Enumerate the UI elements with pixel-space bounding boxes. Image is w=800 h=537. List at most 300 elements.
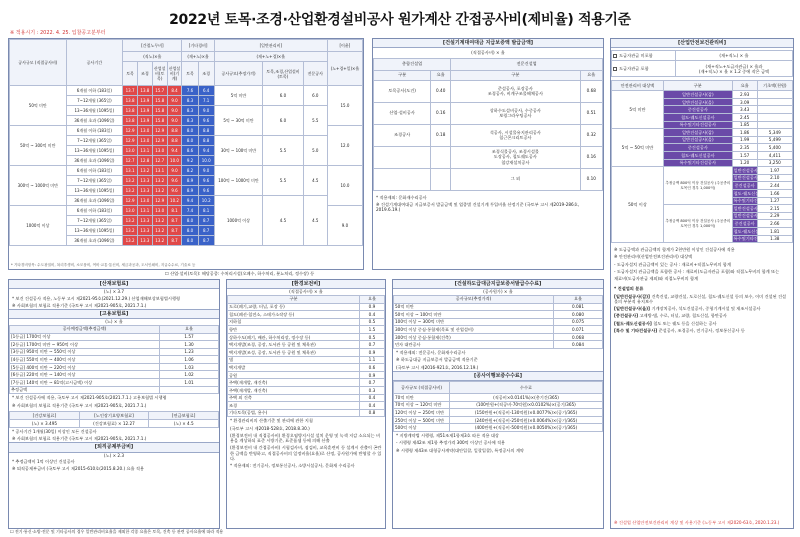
class-item-text: 준설공사, 조경공사, 전기공사, 정보통신공사 등 — [658, 327, 745, 333]
subcontract-hdr-0: 공사규모(추정가격) — [394, 295, 554, 303]
machinery-row — [374, 102, 603, 124]
safety-kind: 일반건설공사(을) — [664, 136, 733, 144]
class-item — [611, 293, 793, 306]
class-item-text: 기계장치공사, 석도건설공사, 중형기계시설 및 제조시설공사 — [651, 306, 761, 312]
environment-row-label: 조경 — [228, 402, 360, 410]
rate-value: 13.3 — [137, 186, 152, 196]
safety-rate: 1.85 — [732, 121, 757, 129]
subcontract-row-value: 0.068 — [554, 333, 603, 341]
accident-title: [산재보험료] — [9, 280, 219, 289]
period-cell: 36개월 초과 (1096일) — [66, 236, 123, 246]
safety-hdr-2: 요율 — [732, 81, 757, 91]
machinery-hdr-2: 구분 — [451, 70, 580, 80]
environment-note: * 환경관리비의 산출기준 및 관리에 관한 지침 — [230, 418, 313, 424]
environment-note5: * 적용제외: 전기공사, 정보통신공사, 소방시설공사, 문화재 수리공사 — [230, 463, 355, 469]
bond-note: * 지방계약법 시행령, 제51조제1항제3호 따른 적용 대상 — [396, 433, 499, 439]
class-item-text: 고제방·댐, 수로, 터널, 교량, 철도신설, 항만공사 — [639, 313, 727, 319]
rate-value: 12.9 — [152, 126, 167, 136]
class-footer: ※ 건설업 산업안전보건관리비 계상 및 사용기준 (노동부 고시 제2020-63호, 2020.1.23.) — [614, 519, 780, 525]
bond-row-label: 500억 이상 — [394, 424, 450, 432]
rate-value: 8.3 — [182, 106, 198, 116]
class-item — [611, 320, 793, 327]
class-item-head: [일반건설공사(갑)] — [614, 293, 652, 299]
period-cell: 13~36개월 (1095일) — [66, 146, 123, 156]
environment-table — [227, 295, 385, 418]
safety-kind: 중건설공사 — [664, 106, 733, 114]
environment-row-label: 택지개발 — [228, 364, 360, 372]
gm-col-2: 전문공사 — [303, 62, 327, 86]
bond-note3: ※ 시행령 제43조 대형공사계약(대안입찰, 일괄입찰), 특정공사의 계약 — [396, 447, 524, 453]
safety-subscale: 추정금액 800억 이상 건설공사 (주공종의 토목인 경우 1,000억) — [664, 167, 733, 205]
scale-cell: 1000억 이상 — [10, 206, 67, 246]
employment-row-label: [5등급] 400억 미만 ~ 220억 이상 — [10, 363, 160, 371]
machinery-row — [374, 168, 603, 190]
period-cell: 7~12개월 (365일) — [66, 176, 123, 186]
health-table — [9, 411, 219, 428]
class-item-head: [특수 및 기타건설공사] — [614, 327, 659, 333]
employment-row-value: 1.23 — [160, 348, 219, 356]
subcontract-row-value: 0.084 — [554, 341, 603, 349]
scale-cell: 50억 ~ 300억 미만 — [10, 126, 67, 166]
environment-row-value: 0.9 — [360, 349, 385, 357]
machinery-note-0: * 적용제외: 문화재수리공사 — [376, 194, 427, 200]
safety-base — [757, 114, 792, 122]
environment-row — [228, 311, 385, 319]
period-cell: 7~12개월 (365일) — [66, 216, 123, 226]
safety-kind: 특수및기타건설공사 — [664, 159, 733, 167]
safety-base — [757, 121, 792, 129]
rate-value: 8.2 — [182, 166, 198, 176]
health-title: [건강보험료] — [10, 411, 80, 419]
safety-kind: 일반건설공사(갑) — [664, 91, 733, 99]
safety-note: 재료비(도급자관급 제외)와 직접노무비의 합계 — [614, 276, 699, 282]
subcontract-title: [건설하도급대금지급보증서발급수수료] — [393, 280, 603, 289]
period-cell: 6개월 이하 (183일) — [66, 126, 123, 136]
gm-rate-a: 4.5 — [263, 196, 303, 246]
rate-value: 13.9 — [137, 96, 152, 106]
health-formula: (노) × 3.495 — [10, 419, 80, 427]
safety-rate: 1.86 — [732, 129, 757, 137]
safety-rate: 1.99 — [732, 136, 757, 144]
environment-row-value: 0.4 — [360, 311, 385, 319]
environment-row-label: 기타토목(공법, 용수) — [228, 409, 360, 417]
bond-note2: - 시행령 제42조 제1항 추정가격 300억 이상인 공사에 적용 — [396, 440, 506, 446]
rate-value: 13.0 — [137, 196, 152, 206]
retire-formula: (노) × 2.3 — [103, 452, 125, 458]
class-item-head: [철도·궤도신설공사] — [614, 320, 654, 326]
machinery-br: 0.51 — [580, 102, 602, 124]
class-item — [611, 312, 793, 319]
environment-panel — [226, 279, 386, 529]
machinery-ar: 0.40 — [431, 80, 451, 102]
machinery-br: 0.68 — [580, 80, 602, 102]
environment-title: [환경보전비] — [227, 280, 385, 289]
other-sub: (재+노)×율 — [182, 52, 214, 62]
rate-value: 12.8 — [137, 156, 152, 166]
subcontract-note2: ※ 하도급대금 지급보증서 발급금액 적용기준 — [396, 357, 478, 363]
safety-base: 5,499 — [757, 136, 792, 144]
rate-value: 8.3 — [182, 116, 198, 126]
safety-base: 5,349 — [757, 129, 792, 137]
insurance-panel — [8, 279, 220, 529]
machinery-b: 준설공사, 포장공사 조경공사, 비계구조물해체공사 — [451, 80, 580, 102]
environment-row-label: 항만 — [228, 326, 360, 334]
safety-kind: 일반건설공사(을) — [733, 175, 766, 181]
employment-row — [10, 341, 219, 349]
accident-note2: ※ 사회보험의 보험료 적용기준 (국토부 고시 제2021-905호, 2021.7.1.) — [12, 302, 147, 308]
safety-kind: 일반건설공사(갑) — [733, 167, 766, 173]
bond-row — [394, 416, 603, 424]
gm-rate-b: 6.0 — [303, 86, 327, 106]
rate-value: 13.3 — [137, 226, 152, 236]
rate-value: 8.8 — [167, 126, 182, 136]
gm-sub: (재+노+경)×율 — [214, 52, 327, 62]
safety-hdr-1: 구분 — [664, 81, 733, 91]
gm-rate-b: 4.5 — [303, 196, 327, 246]
safety-base: 4,411 — [757, 152, 792, 160]
machinery-a: 조경공사 — [374, 124, 431, 146]
rate-value: 13.2 — [123, 226, 138, 236]
machinery-row — [374, 146, 603, 168]
environment-row — [228, 318, 385, 326]
accident-note: * 보건 건설공사 적용, 노동부 고시 제2021-95호(2021.12.29.) 산업재해보상보험법시행령 — [12, 295, 181, 301]
safety-base — [757, 91, 792, 99]
rate-value: 13.2 — [123, 186, 138, 196]
machinery-br: 0.16 — [580, 146, 602, 168]
employment-row-label: [7등급] 140억 미만 ~ 81억(고시금액) 이상 — [10, 379, 160, 387]
rate-value: 8.1 — [198, 206, 214, 216]
rate-value: 8.7 — [198, 216, 214, 226]
rate-value: 13.3 — [137, 216, 152, 226]
safety-rate-table — [611, 80, 793, 243]
rate-value: 13.8 — [123, 96, 138, 106]
safety-row — [612, 91, 793, 99]
employment-note2: ※ 사회보험의 보험료 적용기준 (국토부 고시 제2021-905호, 2021.7.1.) — [12, 402, 147, 408]
gm-scale: 30억 ~ 100억 미만 — [214, 136, 262, 166]
employment-row — [10, 371, 219, 379]
rate-value: 13.1 — [137, 146, 152, 156]
employment-row-label: [1등급] 1700억 이상 — [10, 333, 160, 341]
safety-rate: 2.29 — [757, 212, 792, 220]
rate-value: 9.4 — [167, 146, 182, 156]
rate-value: 9.6 — [167, 176, 182, 186]
bond-row — [394, 401, 603, 409]
pension-formula: (노) × 4.5 — [149, 419, 219, 427]
safety-rate: 2.44 — [757, 182, 792, 190]
environment-row-value: 0.9 — [360, 371, 385, 379]
environment-row — [228, 333, 385, 341]
accident-formula: (노) × 3.7 — [103, 289, 125, 295]
retire-title: [퇴직공제부금비] — [9, 442, 219, 452]
environment-note4: (환경보전비 내 간접공사비) 시험검사비, 점검비, 교육훈련비 등 설계시 산출이 곤란한 금액을 반영하고, 직접공사비의 일정비율(요율)로 산정, 공사원가에 반영할 수 있다. — [230, 445, 382, 461]
environment-row — [228, 394, 385, 402]
environment-row-value: 1.1 — [360, 356, 385, 364]
rate-value: 13.2 — [123, 236, 138, 246]
col-gm-header: [일반관리비] — [214, 40, 327, 52]
environment-row — [228, 387, 385, 395]
environment-hdr-1: 요율 — [360, 295, 385, 303]
employment-row-value: 1.57 — [160, 333, 219, 341]
rate-value: 13.9 — [137, 106, 152, 116]
safety-rate: 3.43 — [732, 106, 757, 114]
safety-kind: 철도·궤도신설공사 — [664, 114, 733, 122]
safety-rate: 1.97 — [757, 167, 792, 175]
rate-value: 13.1 — [152, 166, 167, 176]
machinery-panel — [372, 38, 604, 270]
bond-row-value: (400만원+(직공비-500억원)×0.0050%)×(공기/365) — [450, 424, 603, 432]
rate-value: 13.1 — [123, 166, 138, 176]
gm-col-0: 공사규모(추정가격) — [214, 62, 262, 86]
safety-opt2: 도급자관급 포함 — [612, 61, 676, 77]
rate-value: 8.7 — [198, 236, 214, 246]
period-cell: 13~36개월 (1095일) — [66, 226, 123, 236]
rate-value: 9.0 — [167, 116, 182, 126]
safety-rate: 1.38 — [757, 235, 792, 243]
safety-kind: 중건설공사 — [732, 182, 757, 190]
bond-row — [394, 424, 603, 432]
profit-value: 12.0 — [327, 126, 362, 166]
rate-value: 13.0 — [123, 206, 138, 216]
rate-value: 10.2 — [198, 196, 214, 206]
gm-rate-a: 6.0 — [263, 86, 303, 106]
environment-row-value: 0.7 — [360, 379, 385, 387]
safety-kind: 특수및기타건설공사 — [664, 121, 733, 129]
rate-value: 8.8 — [198, 136, 214, 146]
bond-row-value: (직공비×0.0141%)×(총기간/365) — [450, 394, 603, 402]
class-item-text: 철도 또는 궤도 등을 신설하는 공사 — [653, 320, 717, 326]
safety-row — [612, 129, 793, 137]
safety-rate: 2.93 — [732, 91, 757, 99]
environment-row-label: 주택 외 건축 — [228, 394, 360, 402]
safety-row — [612, 167, 793, 175]
rate-value: 13.2 — [152, 186, 167, 196]
rate-value: 9.4 — [182, 196, 198, 206]
environment-hdr-0: 구분 — [228, 295, 360, 303]
rate-value: 9.2 — [182, 156, 198, 166]
machinery-hdr-1: 요율 — [431, 70, 451, 80]
safety-rate: 2.15 — [757, 205, 792, 213]
page-title: 2022년 토목·조경·산업환경설비공사 원가계산 간접공사비(제비율) 적용기준 — [169, 12, 631, 28]
rate-value: 12.9 — [152, 196, 167, 206]
rate-value: 8.1 — [167, 206, 182, 216]
class-item — [611, 305, 793, 312]
rate-value: 13.2 — [152, 216, 167, 226]
machinery-a: 산업·설비공사 — [374, 102, 431, 124]
opt1-checkbox-icon — [613, 54, 617, 58]
retire-note2: ※ 퇴직공제부금비 (국토부 고시 제2015-610호(2015.8.20.) 요율 적용 — [12, 466, 145, 471]
machinery-b: 그 외 — [451, 168, 580, 190]
environment-row-value: 0.6 — [360, 364, 385, 372]
machinery-b: 석공사, 시설물유지관리공사 철근콘크리트공사 — [451, 124, 580, 146]
rate-value: 8.7 — [198, 226, 214, 236]
safety-base — [757, 98, 792, 106]
environment-row — [228, 356, 385, 364]
rate-value: 7.1 — [198, 96, 214, 106]
safety-kind: 철도·궤도신설공사 — [733, 228, 768, 234]
employment-row-value: 1.06 — [160, 356, 219, 364]
environment-row-label: 주택(재개발, 재건축) — [228, 379, 360, 387]
bond-row-value: (150만원+(직공비-130억원)×0.0077%)×(공기/365) — [450, 409, 603, 417]
rate-value: 8.6 — [182, 146, 198, 156]
safety-note: ※ 도급금액과 관급금액의 합계가 2천만원 이상인 건설공사에 적용 — [614, 247, 735, 253]
safety-kind: 철도·궤도신설공사 — [733, 190, 768, 196]
subcontract-row — [394, 303, 603, 311]
employment-row-label: [4등급] 550억 미만 ~ 400억 이상 — [10, 356, 160, 364]
period-cell: 7~12개월 (365일) — [66, 96, 123, 106]
subcontract-row-value: 0.081 — [554, 303, 603, 311]
safety-kind: 특수및기타건설공사 — [733, 236, 771, 242]
rate-value: 12.9 — [152, 136, 167, 146]
col-period-header: 공사기간 — [66, 40, 123, 86]
bond-row-value: (240만원+(직공비-250억원)×0.0064%)×(공기/365) — [450, 416, 603, 424]
period-cell: 13~36개월 (1095일) — [66, 106, 123, 116]
employment-row-label: [6등급] 220억 미만 ~ 140억 이상 — [10, 371, 160, 379]
scale-cell: 50억 미만 — [10, 86, 67, 126]
rate-value: 13.2 — [123, 216, 138, 226]
employment-table — [9, 325, 219, 395]
subcontract-row — [394, 318, 603, 326]
safety-note: ※ 안전관리비(산업안전보건관리비) 대상액 — [614, 254, 693, 260]
subcontract-row-value: 0.071 — [554, 326, 603, 334]
rate-value: 13.2 — [152, 226, 167, 236]
rate-value: 13.0 — [152, 206, 167, 216]
employment-row — [10, 348, 219, 356]
rate-value: 13.9 — [137, 116, 152, 126]
rate-value: 6.4 — [198, 86, 214, 96]
machinery-ar — [431, 168, 451, 190]
rate-value: 8.4 — [167, 86, 182, 96]
machinery-table — [373, 58, 603, 191]
environment-row-label: 상하수도(폐기, 배관, 하수처리장, 정수장 등) — [228, 333, 360, 341]
main-rate-panel — [8, 38, 364, 270]
environment-row — [228, 349, 385, 357]
machinery-a — [374, 146, 431, 168]
employment-hdr-1: 요율 — [160, 325, 219, 333]
class-item-text: 건축건설, 교량건설, 도로신설, 철도·궤도신설 등의 보수, 이미 건설된 건설물의 부분적 유지보수 — [614, 293, 787, 304]
rate-value: 9.4 — [198, 146, 214, 156]
rate-row — [10, 86, 363, 96]
main-rate-table — [9, 39, 363, 246]
safety-rate: 1.20 — [732, 159, 757, 167]
gm-scale: 100억 ~ 1000억 미만 — [214, 166, 262, 196]
rate-value: 13.2 — [152, 236, 167, 246]
employment-row — [10, 333, 219, 341]
labor-col-1: 조경 — [137, 62, 152, 86]
period-cell: 36개월 초과 (1096일) — [66, 196, 123, 206]
rate-value: 13.0 — [137, 126, 152, 136]
profit-value: 9.0 — [327, 206, 362, 246]
rate-value: 8.8 — [167, 136, 182, 146]
bond-row-value: (100만원+(직공비-70억원)×0.0102%)×(공기/365) — [450, 401, 603, 409]
opt2-checkbox-icon — [613, 67, 617, 71]
bond-table — [393, 381, 603, 432]
rate-value: 8.7 — [167, 216, 182, 226]
machinery-hdr-0: 구분 — [374, 70, 431, 80]
gm-rate-a: 6.0 — [263, 106, 303, 136]
environment-row — [228, 402, 385, 410]
rate-row — [10, 166, 363, 176]
rate-value: 12.7 — [152, 156, 167, 166]
subcontract-note: * 적용제외: 전문공사, 문화재수리공사 — [396, 350, 466, 356]
profit-value: 15.0 — [327, 86, 362, 126]
ltc-formula: (건강보험료) × 12.27 — [79, 419, 149, 427]
employment-row-label: [2등급] 1700억 미만 ~ 950억 이상 — [10, 341, 160, 349]
rate-value: 9.0 — [167, 106, 182, 116]
bond-col1: 공사규모 (직접공사비) — [394, 382, 450, 394]
subcontract-row — [394, 311, 603, 319]
rate-value: 15.7 — [152, 86, 167, 96]
safety-rate: 1.81 — [757, 227, 792, 235]
rate-value: 9.6 — [198, 186, 214, 196]
safety-note: - 도급자설치 관급금액을 포함한 공사 : 재료비(도급자관급 포함)와 직접노무비의 합계 또는 — [614, 268, 780, 274]
employment-row-label: [3등급] 950억 미만 ~ 550억 이상 — [10, 348, 160, 356]
rate-value: 13.3 — [137, 236, 152, 246]
environment-row-label: 택지개발(조경, 공장, 도서관 등 공원 및 체육관) — [228, 341, 360, 349]
rate-value: 9.0 — [198, 166, 214, 176]
col-profit-header: [이윤] — [327, 40, 362, 52]
subcontract-note3: (국토부 고시 제2016-921호, 2016.12.19.) — [396, 364, 479, 370]
safety-rate: 2.35 — [732, 144, 757, 152]
machinery-row — [374, 124, 603, 146]
environment-row-value: 1.5 — [360, 326, 385, 334]
main-footnote: * 기타경비항목: 수도광열비, 복리후생비, 소모품비, 여비·교통·통신비, 세금과공과, 도서인쇄비, 지급수수료, 기술료 등 — [11, 262, 196, 267]
environment-row — [228, 409, 385, 417]
bond-row — [394, 409, 603, 417]
rate-value: 13.8 — [123, 106, 138, 116]
bond-row-label: 250억 이상 ~ 500억 미만 — [394, 416, 450, 424]
environment-row-value: 0.7 — [360, 341, 385, 349]
safety-rate: 1.66 — [757, 189, 792, 197]
safety-hdr-3: 기초액(천원) — [757, 81, 792, 91]
subcontract-hdr-1: 요율 — [554, 295, 603, 303]
bond-row-label: 70억 이상 ~ 120억 미만 — [394, 401, 450, 409]
machinery-col1: 총합건설업 — [374, 58, 451, 70]
environment-row-value: 0.4 — [360, 394, 385, 402]
safety-base: 3,250 — [757, 159, 792, 167]
subcontract-row-label: 민자 대란공사 — [394, 341, 554, 349]
col-labor-header: [간접노무비] — [123, 40, 182, 52]
pension-title: [연금보험료] — [149, 411, 219, 419]
subcontract-panel — [392, 279, 604, 529]
profit-sub: (노+경+일)×율 — [327, 52, 362, 86]
safety-kind: 일반건설공사(을) — [733, 213, 766, 219]
machinery-br: 0.10 — [580, 168, 602, 190]
machinery-b: 조경식물공사, 조경시설물 도장공사, 철도궤도공사 철강재설치공사 — [451, 146, 580, 168]
period-cell: 6개월 이하 (183일) — [66, 166, 123, 176]
safety-base — [757, 106, 792, 114]
gm-scale: 5억 미만 — [214, 86, 262, 106]
rate-value: 15.8 — [152, 106, 167, 116]
subcontract-row-label: 50억 이상 ~ 100억 미만 — [394, 311, 554, 319]
bottom-note-1: ☐ 전기·통신·소방·전문 및 기타공사의 경우 일반관리비요율을 제외한 각종 요율은 토목, 건축 등 관련 공사요율에 따라 적용 — [10, 529, 224, 534]
labor-sub: (직노)×율 — [123, 52, 182, 62]
other-col-1: 조경 — [198, 62, 214, 86]
bond-row — [394, 394, 603, 402]
employment-row — [10, 379, 219, 387]
gm-rate-b: 5.0 — [303, 136, 327, 166]
rate-value: 8.0 — [182, 226, 198, 236]
health-note: * 공사기간 1개월(30일) 이상인 모든 건설공사 — [12, 428, 97, 434]
rate-value: 12.9 — [123, 136, 138, 146]
rate-value: 12.9 — [123, 196, 138, 206]
rate-value: 8.7 — [167, 226, 182, 236]
col-scale-header: 공사규모 (직접공사비) — [10, 40, 67, 86]
safety-kind: 중건설공사 — [664, 144, 733, 152]
machinery-row — [374, 80, 603, 102]
safety-option-table — [611, 50, 793, 77]
safety-scale: 5억 ~ 50억 미만 — [612, 129, 664, 167]
environment-row-label: 택지개발(조성, 공장, 도서관 등 공원 및 체육관) — [228, 349, 360, 357]
